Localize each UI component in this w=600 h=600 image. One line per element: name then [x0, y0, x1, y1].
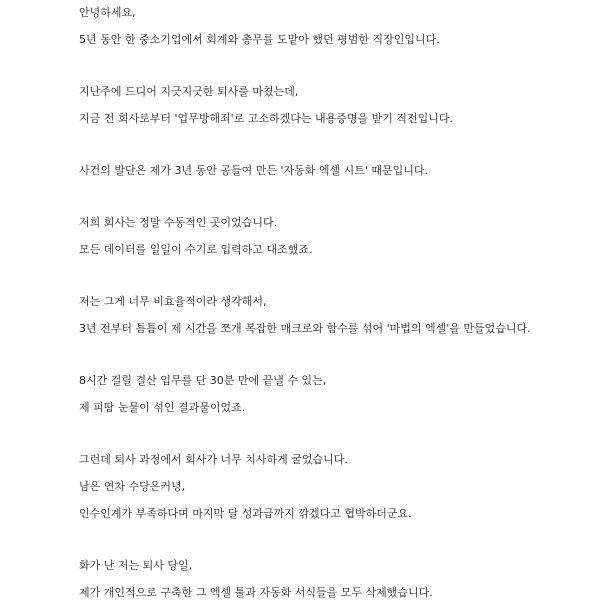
paragraph-gap: [79, 184, 600, 209]
paragraph-gap: [79, 421, 600, 446]
text-line: 모든 데이터를 일일이 수기로 입력하고 대조했죠.: [79, 243, 313, 256]
paragraph-incident: [79, 157, 600, 184]
text-line: 지난주에 드디어 지긋지긋한 퇴사를 마쳤는데,: [79, 85, 299, 98]
text-line: 그런데 퇴사 과정에서 회사가 너무 치사하게 굴었습니다.: [79, 453, 348, 466]
paragraph-company: [79, 209, 600, 263]
paragraph-gap: [79, 53, 600, 78]
text-line: 안녕하세요,: [79, 6, 136, 19]
paragraph-gap: [79, 527, 600, 552]
text-line: 화가 난 저는 퇴사 당일,: [79, 559, 193, 572]
paragraph-deletion: [79, 552, 600, 600]
text-line: 8시간 걸릴 결산 업무를 단 30분 만에 끝낼 수 있는,: [79, 374, 327, 387]
paragraph-excel: [79, 288, 600, 342]
text-line: 저는 그게 너무 비효율적이라 생각해서,: [79, 295, 267, 308]
text-line: 5년 동안 한 중소기업에서 회계와 총무를 도맡아 했던 평범한 직장인입니다.: [79, 33, 440, 46]
paragraph-gap: [79, 263, 600, 288]
paragraph-gap: [79, 342, 600, 367]
paragraph-conflict: [79, 446, 600, 527]
paragraph-greeting: [79, 0, 600, 53]
paragraph-resignation: [79, 78, 600, 132]
paragraph-gap: [79, 132, 600, 157]
text-line: 제 피땀 눈물이 섞인 결과물이었죠.: [79, 401, 246, 414]
text-line: 인수인계가 부족하다며 마지막 달 성과급까지 깎겠다고 협박하더군요.: [79, 507, 412, 520]
paragraph-result: [79, 367, 600, 421]
text-line: 저희 회사는 정말 수동적인 곳이었습니다.: [79, 216, 278, 229]
text-line: 사건의 발단은 제가 3년 동안 공들여 만든 '자동화 엑셀 시트' 때문입니다.: [79, 164, 429, 177]
text-line: 3년 전부터 틈틈이 제 시간을 쪼개 복잡한 매크로와 함수를 섞어 '마법의 엑셀'을 만들었습니다.: [79, 322, 531, 335]
text-line: 지금 전 회사로부터 '업무방해죄'로 고소하겠다는 내용증명을 받기 직전입니다.: [79, 112, 454, 125]
text-line: 남은 연차 수당은커녕,: [79, 480, 186, 493]
text-line: 제가 개인적으로 구축한 그 엑셀 툴과 자동화 서식들을 모두 삭제했습니다.: [79, 586, 433, 599]
